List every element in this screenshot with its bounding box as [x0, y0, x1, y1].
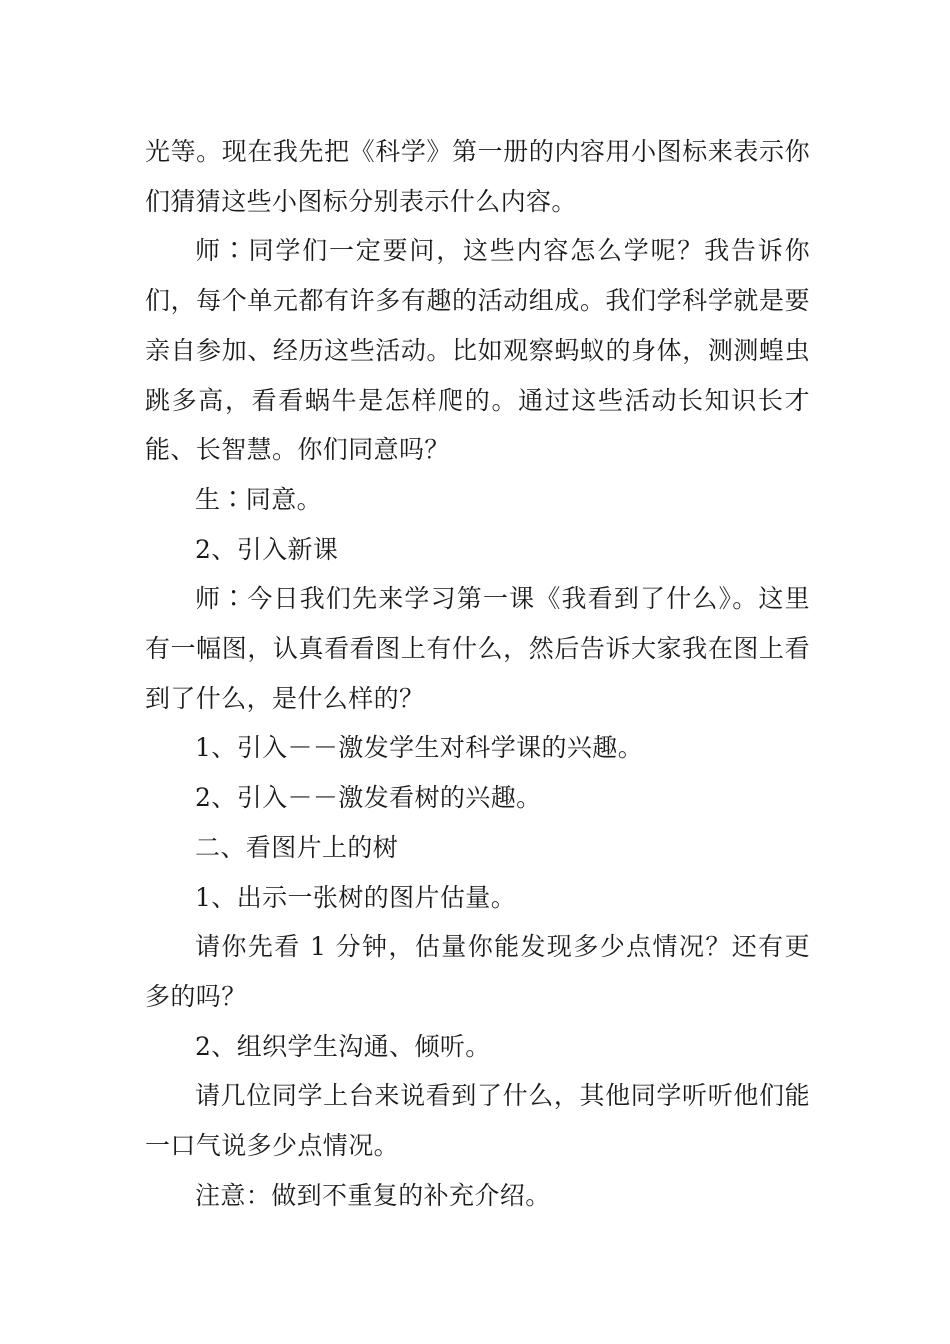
paragraph: 请你先看 1 分钟，估量你能发现多少点情况？还有更多的吗？	[145, 932, 810, 1011]
paragraph: 请几位同学上台来说看到了什么，其他同学听听他们能一口气说多少点情况。	[145, 1081, 810, 1161]
paragraph: 师∶同学们一定要问，这些内容怎么学呢？我告诉你们，每个单元都有许多有趣的活动组成。我们学科学就是要亲自参加、经历这些活动。比如观察蚂蚁的身体，测测蝗虫跳多高，看看蜗牛是怎样爬的。通过这些活动长知识长才能、长智慧。你们同意吗？	[145, 236, 810, 465]
paragraph: 2、引入新课	[195, 534, 339, 564]
paragraph: 1、出示一张树的图片估量。	[195, 882, 517, 912]
paragraph: 注意：做到不重复的补充介绍。	[195, 1180, 551, 1210]
paragraph: 2、引入－－激发看树的兴趣。	[195, 783, 542, 813]
paragraph: 生∶同意。	[195, 484, 323, 514]
paragraph: 二、看图片上的树	[195, 832, 399, 862]
document-body	[145, 127, 810, 1220]
paragraph: 师∶今日我们先来学习第一课《我看到了什么》。这里有一幅图，认真看看图上有什么，然后告诉大家我在图上看到了什么，是什么样的？	[145, 584, 810, 713]
paragraph: 光等。现在我先把《科学》第一册的内容用小图标来表示你们猜猜这些小图标分别表示什么内容。	[145, 137, 810, 216]
paragraph: 2、组织学生沟通、倾听。	[195, 1031, 491, 1061]
paragraph: 1、引入－－激发学生对科学课的兴趣。	[195, 733, 644, 763]
